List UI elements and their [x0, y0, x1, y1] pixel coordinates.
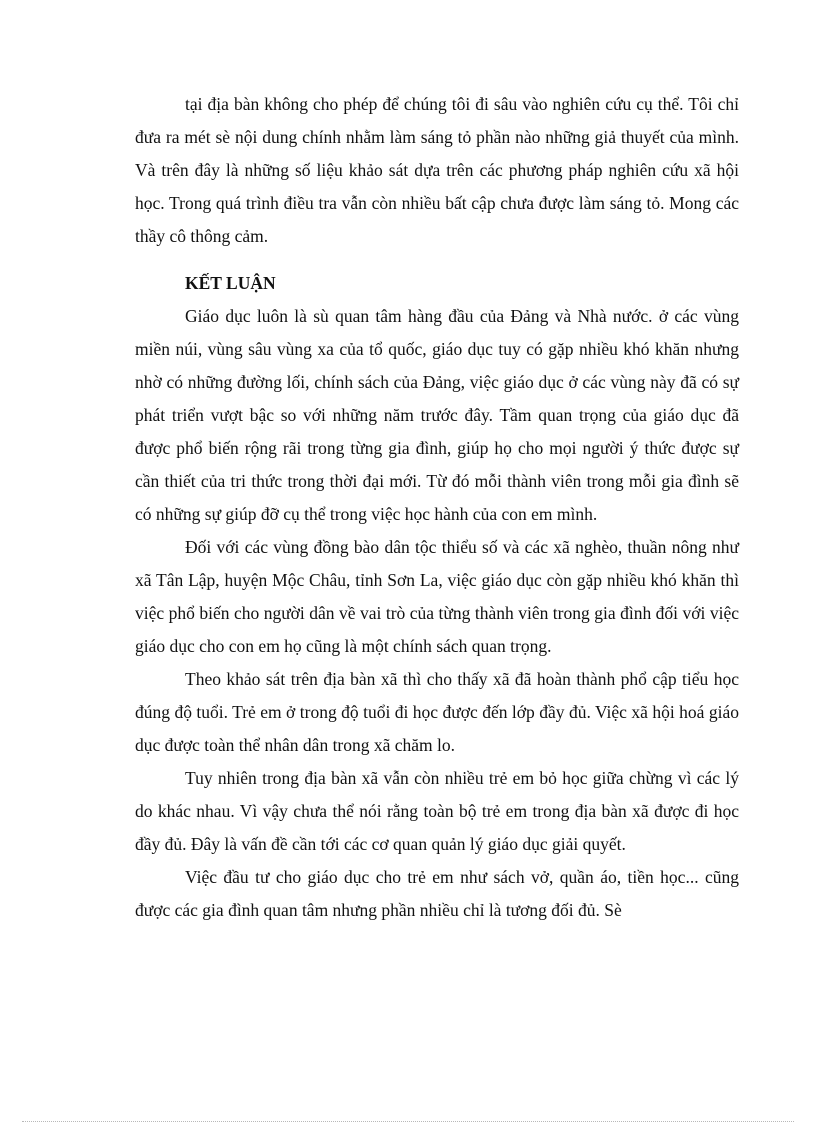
text-body [135, 88, 739, 927]
section-spacer [135, 253, 739, 267]
conclusion-paragraph: Giáo dục luôn là sù quan tâm hàng đầu của Đảng và Nhà nước. ở các vùng miền núi, vùng sâu vùng xa của tổ quốc, giáo dục tuy có gặp nhiều khó khăn nhưng nhờ có những đường lối, chính sách của Đảng, việc giáo dục ở các vùng này đã có sự phát triển vượt bậc so với những năm trước đây. Tầm quan trọng của giáo dục đã được phổ biến rộng rãi trong từng gia đình, giúp họ cho mọi người ý thức được sự cần thiết của tri thức trong thời đại mới. Từ đó mỗi thành viên trong mỗi gia đình sẽ có những sự giúp đỡ cụ thể trong việc học hành của con em mình. [135, 306, 739, 524]
conclusion-paragraph: Đối với các vùng đồng bào dân tộc thiểu số và các xã nghèo, thuần nông như xã Tân Lập, huyện Mộc Châu, tỉnh Sơn La, việc giáo dục còn gặp nhiều khó khăn thì việc phổ biến cho người dân về vai trò của từng thành viên trong gia đình đối với việc giáo dục cho con em họ cũng là một chính sách quan trọng. [135, 537, 739, 656]
intro-paragraph: tại địa bàn không cho phép để chúng tôi đi sâu vào nghiên cứu cụ thể. Tôi chỉ đưa ra mét sè nội dung chính nhằm làm sáng tỏ phần nào những giả thuyết của mình. Và trên đây là những số liệu khảo sát dựa trên các phương pháp nghiên cứu xã hội học. Trong quá trình điều tra vẫn còn nhiều bất cập chưa được làm sáng tỏ. Mong các thầy cô thông cảm. [135, 94, 739, 246]
conclusion-paragraph: Việc đầu tư cho giáo dục cho trẻ em như sách vở, quần áo, tiền học... cũng được các gia đình quan tâm nhưng phần nhiều chỉ là tương đối đủ. Sè [135, 867, 739, 920]
conclusion-paragraph: Theo khảo sát trên địa bàn xã thì cho thấy xã đã hoàn thành phổ cập tiểu học đúng độ tuổi. Trẻ em ở trong độ tuổi đi học được đến lớp đầy đủ. Việc xã hội hoá giáo dục được toàn thể nhân dân trong xã chăm lo. [135, 669, 739, 755]
page-bottom-divider [22, 1121, 794, 1122]
conclusion-heading: KẾT LUẬN [185, 273, 276, 293]
conclusion-paragraph: Tuy nhiên trong địa bàn xã vẫn còn nhiều trẻ em bỏ học giữa chừng vì các lý do khác nhau. Vì vậy chưa thể nói rằng toàn bộ trẻ em trong địa bàn xã được đi học đầy đủ. Đây là vấn đề cần tới các cơ quan quản lý giáo dục giải quyết. [135, 768, 739, 854]
